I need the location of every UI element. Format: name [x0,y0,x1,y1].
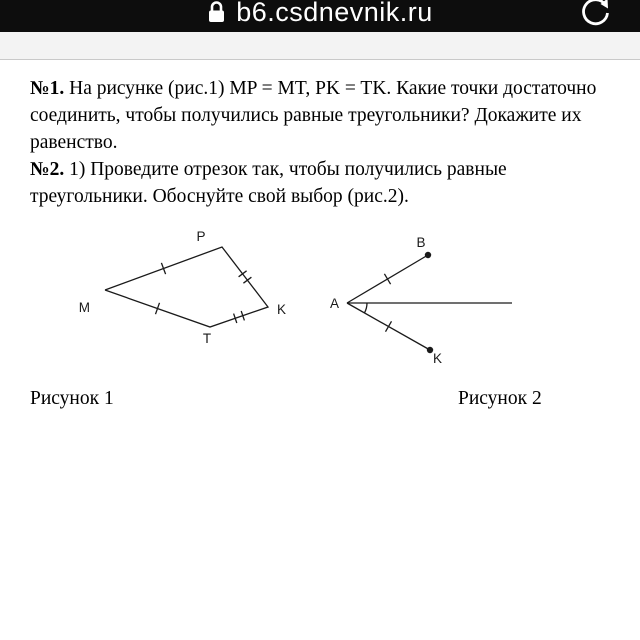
refresh-icon[interactable] [578,0,612,32]
tick-ab [384,274,390,284]
tick-pk-1 [239,271,247,277]
lock-icon [207,0,226,25]
figure-1-caption: Рисунок 1 [30,388,114,409]
vertex-label-a: A [329,296,339,311]
tick-pk-2 [243,277,251,283]
problem-1-number: №1. [30,78,65,99]
vertex-label-k2: K [433,351,443,366]
figure-2-drawing [330,235,512,366]
vertex-label-p: P [196,229,206,244]
vertex-label-t: T [202,331,212,346]
browser-url-bar[interactable] [0,0,640,32]
problem-2-text: 1) Проведите отрезок так, чтобы получились равные треугольники. Обоснуйте свой выбор (рис.2). [30,159,507,207]
figure-2-caption: Рисунок 2 [458,388,542,409]
tick-ak [386,321,392,331]
problems-text-block [0,61,608,210]
vertex-label-k: K [277,302,287,317]
url-text[interactable]: b6.csdnevnik.ru [236,0,433,27]
problem-2-number: №2. [30,159,65,180]
point-b-dot [425,252,431,258]
page-header-strip [0,32,640,60]
url-bar-inner [0,0,640,32]
vertex-label-m: M [78,300,90,315]
problem-1-text: На рисунке (рис.1) MP = MT, PK = TK. Какие точки достаточно соединить, чтобы получились равные треугольники? Докажите их равенство. [30,78,597,153]
figures-canvas [0,222,640,382]
vertex-label-b: B [416,235,426,250]
angle-arc-a [364,303,367,313]
problem-2 [30,156,608,210]
figure-1-drawing [79,229,286,346]
problem-1 [30,75,608,156]
quadrilateral-mpkt [105,247,268,327]
